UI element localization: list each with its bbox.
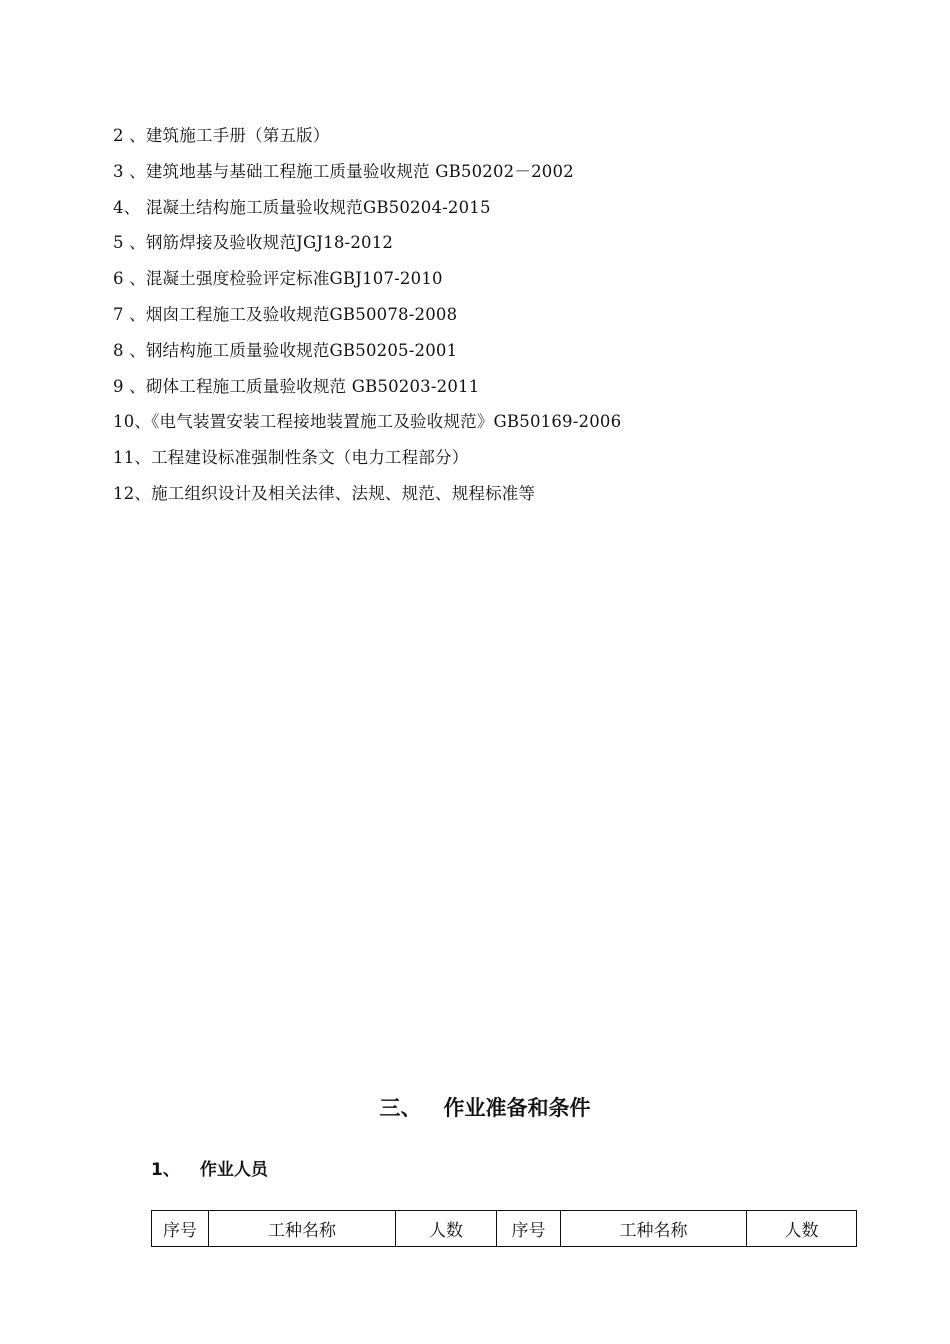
header-seq-no-2: 序号 [497,1211,561,1247]
header-trade-name-2: 工种名称 [561,1211,747,1247]
reference-item: 10、《电气装置安装工程接地装置施工及验收规范》GB50169-2006 [113,412,622,432]
section-number: 三、 [379,1096,422,1120]
reference-item: 6 、混凝土强度检验评定标准GBJ107-2010 [113,269,443,289]
reference-item: 9 、砌体工程施工质量验收规范 GB50203-2011 [113,376,480,396]
reference-item: 8 、钢结构施工质量验收规范GB50205-2001 [113,340,458,360]
section-title: 作业准备和条件 [443,1096,591,1120]
reference-item: 11、工程建设标准强制性条文（电力工程部分） [113,448,469,468]
subsection-heading [151,1157,268,1183]
header-headcount-2: 人数 [747,1211,857,1247]
table-header-row [152,1211,857,1247]
reference-standards-list [113,124,873,518]
reference-item: 12、施工组织设计及相关法律、法规、规范、规程标准等 [113,483,536,503]
reference-item: 5 、钢筋焊接及验收规范JGJ18-2012 [113,233,394,253]
reference-item: 2 、建筑施工手册（第五版） [113,126,330,145]
workers-table [151,1210,857,1247]
section-heading [0,1092,950,1124]
reference-item: 3 、建筑地基与基础工程施工质量验收规范 GB50202－2002 [113,161,574,181]
subsection-title: 作业人员 [199,1160,268,1180]
header-trade-name: 工种名称 [209,1211,396,1247]
reference-item: 7 、烟囱工程施工及验收规范GB50078-2008 [113,304,458,324]
subsection-number: 1、 [151,1160,180,1180]
header-headcount: 人数 [396,1211,497,1247]
reference-item: 4、 混凝土结构施工质量验收规范GB50204-2015 [113,197,491,217]
header-seq-no: 序号 [152,1211,209,1247]
